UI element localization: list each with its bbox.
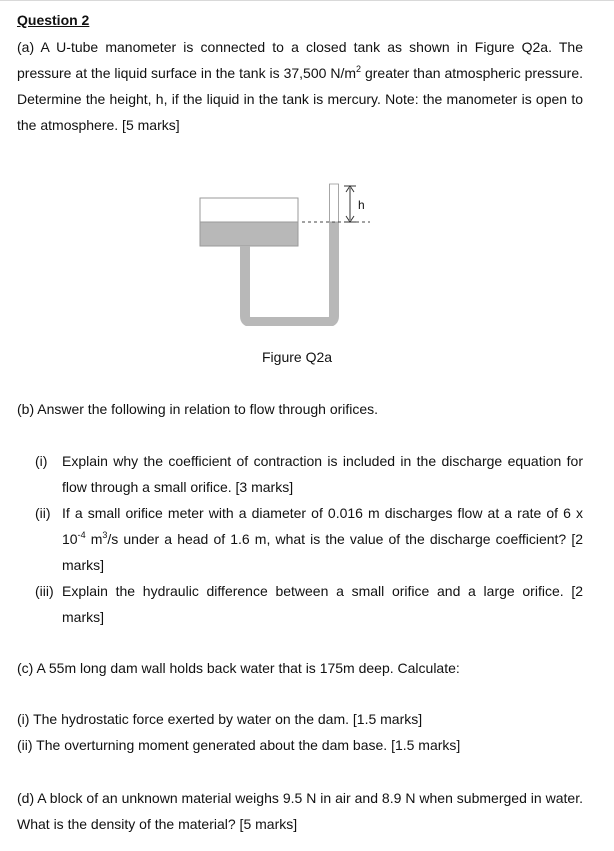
item-text-pre: If a small orifice meter with a diameter of 0.016 m discharges flow at a rate of 6 x 10 <box>62 505 583 547</box>
part-b-intro: (b) Answer the following in relation to flow through orifices. <box>17 401 379 417</box>
part-a-sup: 2 <box>356 64 362 74</box>
part-d-text: (d) A block of an unknown material weighs 9.5 N in air and 8.9 N when submerged in water. What is the density of the material? [5 marks] <box>17 790 583 832</box>
manometer-figure <box>190 176 380 326</box>
question-title: Question 2 <box>17 12 90 28</box>
item-text: Explain why the coefficient of contraction is included in the discharge equation for flow through a small orifice. [3 marks] <box>62 453 583 495</box>
item-text <box>62 505 583 573</box>
item-number: (ii) <box>35 505 51 521</box>
figure-caption: Figure Q2a <box>262 349 333 365</box>
part-c-intro: (c) A 55m long dam wall holds back water that is 175m deep. Calculate: <box>17 660 460 676</box>
h-label: h <box>358 198 365 212</box>
list-item: (ii) The overturning moment generated about the dam base. [1.5 marks] <box>17 737 461 753</box>
tank-liquid <box>200 222 298 246</box>
item-text-post: /s under a head of 1.6 m, what is the value of the discharge coefficient? [2 marks] <box>62 531 584 573</box>
list-item <box>35 500 583 578</box>
item-text: Explain the hydraulic difference between a small orifice and a large orifice. [2 marks] <box>62 583 583 625</box>
part-a-seg2: greater than atmospheric pressure. Determine the height, h, if the liquid in the tank is mercury. Note: the manometer is open to the atmosphere. [5 marks] <box>17 65 584 133</box>
part-a-seg1: (a) A U-tube manometer is connected to a closed tank as shown in Figure Q2a. The pressure at the liquid surface in the tank is 37,500 N/m <box>17 39 583 81</box>
tank-air-space <box>200 198 298 222</box>
list-item <box>35 448 583 500</box>
item-sup-exponent: -4 <box>77 530 86 540</box>
item-sup-cubed: 3 <box>102 530 108 540</box>
part-b-list <box>35 448 583 630</box>
list-item: (i) The hydrostatic force exerted by water on the dam. [1.5 marks] <box>17 711 423 727</box>
item-number: (iii) <box>35 583 54 599</box>
part-a-text <box>17 34 583 138</box>
part-c-list <box>17 706 565 758</box>
item-text-mid: m <box>85 531 103 547</box>
tube-open-section <box>330 184 339 222</box>
item-number: (i) <box>35 453 48 469</box>
list-item <box>35 578 583 630</box>
top-divider <box>0 0 614 1</box>
